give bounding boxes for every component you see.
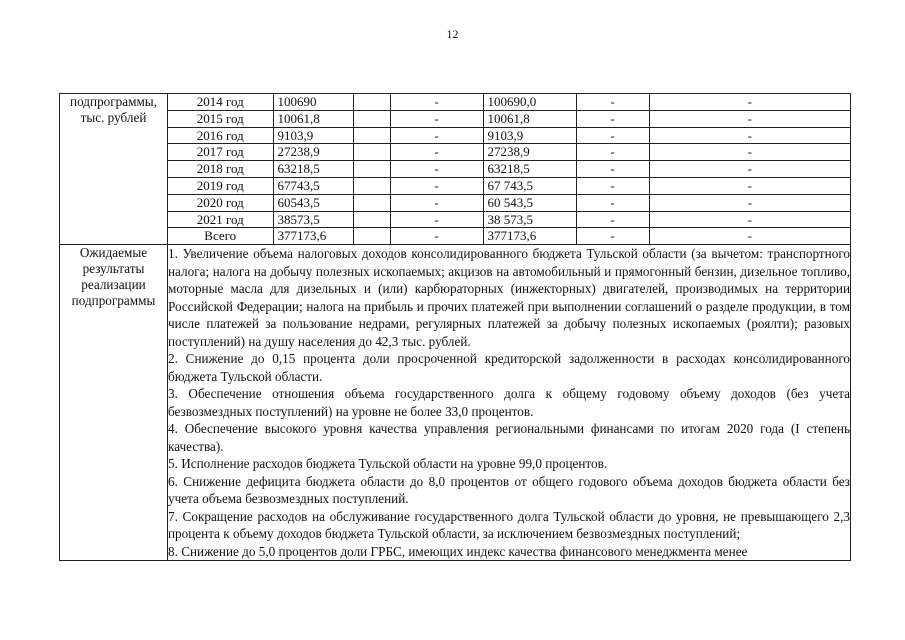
finance-cell-c7: - <box>649 211 850 228</box>
finance-row <box>168 110 850 127</box>
finance-cell-year: 2015 год <box>168 110 273 127</box>
finance-cell-c3 <box>353 228 390 244</box>
finance-cell-total: 60543,5 <box>273 194 353 211</box>
finance-cell-c5: 27238,9 <box>483 144 576 161</box>
finance-cell-c5: 100690,0 <box>483 94 576 110</box>
finance-cell-c7: - <box>649 194 850 211</box>
finance-cell-c7: - <box>649 127 850 144</box>
finance-cell-year: 2014 год <box>196 94 244 109</box>
finance-cell-c3 <box>353 194 390 211</box>
finance-row <box>168 161 850 178</box>
page-number: 12 <box>446 27 459 41</box>
finance-cell-c3 <box>353 161 390 178</box>
finance-cell-c4: - <box>390 110 483 127</box>
finance-row <box>168 94 850 110</box>
finance-cell <box>168 94 851 245</box>
finance-cell-year: 2017 год <box>168 144 273 161</box>
finance-cell-c5: 63218,5 <box>483 161 576 178</box>
finance-cell-year: Всего <box>168 228 273 244</box>
finance-cell-c6: - <box>576 94 649 110</box>
finance-cell-c3 <box>353 110 390 127</box>
finance-cell-c7: - <box>649 228 850 244</box>
finance-cell-c3 <box>353 94 390 110</box>
finance-cell-c4: - <box>390 177 483 194</box>
finance-table <box>168 94 850 244</box>
finance-cell-c6: - <box>576 110 649 127</box>
finance-row <box>168 194 850 211</box>
results-label: Ожидаемые результаты реализации подпрограммы <box>60 245 168 561</box>
finance-cell-year: 2016 год <box>168 127 273 144</box>
finance-cell-c6: - <box>576 127 649 144</box>
finance-cell-c7: - <box>649 94 850 110</box>
finance-cell-c5: 67 743,5 <box>483 177 576 194</box>
finance-cell-c5: 9103,9 <box>483 127 576 144</box>
finance-cell-c5: 10061,8 <box>483 110 576 127</box>
finance-cell-c4: - <box>390 94 483 110</box>
finance-cell-c7: - <box>649 177 850 194</box>
finance-cell-c6: - <box>576 161 649 178</box>
results-section <box>60 245 851 561</box>
finance-cell-c6: - <box>576 228 649 244</box>
finance-cell-total: 100690 <box>273 94 353 110</box>
finance-cell-c7: - <box>649 161 850 178</box>
finance-cell-total: 67743,5 <box>273 177 353 194</box>
finance-cell-c6: - <box>576 177 649 194</box>
result-item: 8. Снижение до 5,0 процентов доли ГРБС, имеющих индекс качества финансового менеджмента менее <box>168 543 748 559</box>
result-item: 3. Обеспечение отношения объема государственного долга к общему годовому объему доходов (без учета безвозмездных поступлений) на уровне не более 33,0 процентов. <box>168 386 850 419</box>
finance-cell-year: 2018 год <box>168 161 273 178</box>
finance-cell-total: 9103,9 <box>273 127 353 144</box>
finance-cell-c3 <box>353 127 390 144</box>
finance-cell-total: 10061,8 <box>273 110 353 127</box>
result-item: 4. Обеспечение высокого уровня качества управления региональными финансами по итогам 2020 года (I степень качества). <box>168 421 850 454</box>
finance-cell-c4: - <box>390 144 483 161</box>
finance-cell-c7: - <box>649 144 850 161</box>
finance-cell-total: 38573,5 <box>273 211 353 228</box>
finance-cell-c5: 38 573,5 <box>483 211 576 228</box>
finance-cell-c3 <box>353 144 390 161</box>
finance-section <box>60 94 851 245</box>
finance-cell-total: 63218,5 <box>273 161 353 178</box>
finance-cell-total: 377173,6 <box>273 228 353 244</box>
finance-row <box>168 211 850 228</box>
finance-label: подпрограммы, тыс. рублей <box>60 94 168 245</box>
finance-cell-c7: - <box>649 110 850 127</box>
finance-cell-year: 2020 год <box>168 194 273 211</box>
finance-cell-c6: - <box>576 144 649 161</box>
finance-row <box>168 144 850 161</box>
finance-row <box>168 177 850 194</box>
finance-cell-c5: 60 543,5 <box>483 194 576 211</box>
results-cell <box>168 245 851 561</box>
finance-row <box>168 127 850 144</box>
finance-cell-total: 27238,9 <box>273 144 353 161</box>
result-item: 1. Увеличение объема налоговых доходов консолидированного бюджета Тульской области (за вычетом: транспортного налога; налога на добычу полезных ископаемых; акцизов на автомобильный и прямогонный бензин, дизельное топливо, моторные масла для дизельных и (или) карбюраторных (инжекторных) двигателей, производимых на территории Российской Федерации; налога на прибыль и прочих платежей при выполнении соглашений о разделе продукции, в том числе платежей за пользование недрами, регулярных платежей за добычу полезных ископаемых (роялти); разовых поступлений) на душу населения до 42,3 тыс. рублей. <box>168 246 850 349</box>
finance-cell-c4: - <box>390 127 483 144</box>
finance-cell-c4: - <box>390 228 483 244</box>
passport-table <box>59 93 851 561</box>
finance-cell-c6: - <box>576 194 649 211</box>
result-item: 7. Сокращение расходов на обслуживание государственного долга Тульской области до уровня, не превышающего 2,3 процента к объему доходов бюджета Тульской области, за исключением безвозмездных поступлений; <box>168 508 850 542</box>
finance-cell-c4: - <box>390 211 483 228</box>
finance-cell-year: 2019 год <box>168 177 273 194</box>
finance-cell-year: 2021 год <box>168 211 273 228</box>
result-item: 6. Снижение дефицита бюджета области до 8,0 процентов от общего годового объема доходов бюджета области без учета объема безвозмездных поступлений. <box>168 473 850 507</box>
result-item: 5. Исполнение расходов бюджета Тульской области на уровне 99,0 процентов. <box>168 456 608 472</box>
finance-cell-c3 <box>353 211 390 228</box>
finance-cell-c4: - <box>390 194 483 211</box>
result-item: 2. Снижение до 0,15 процента доли просроченной кредиторской задолженности в расходах консолидированного бюджета Тульской области. <box>168 351 850 384</box>
finance-row <box>168 228 850 244</box>
finance-cell-c6: - <box>576 211 649 228</box>
finance-cell-c5: 377173,6 <box>483 228 576 244</box>
finance-cell-c3 <box>353 177 390 194</box>
finance-cell-c4: - <box>390 161 483 178</box>
